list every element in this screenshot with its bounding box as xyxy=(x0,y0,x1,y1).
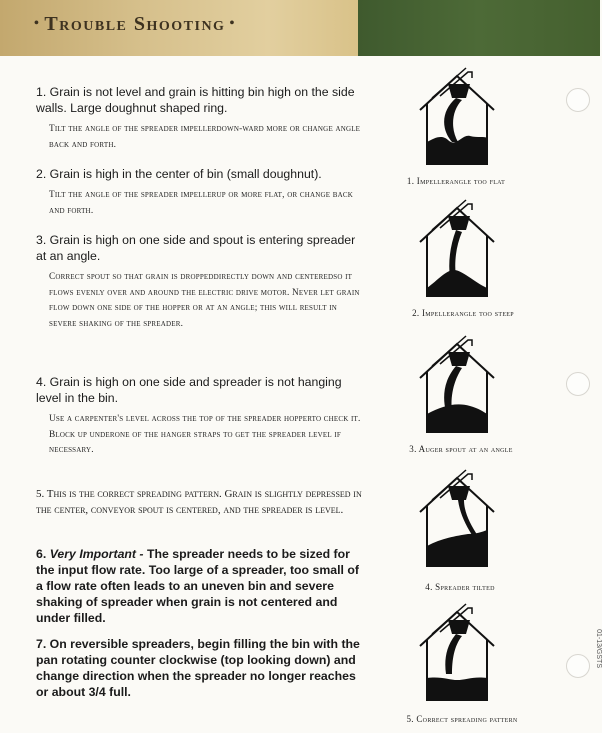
diagram-caption-4: 4. Spreader tilted xyxy=(425,582,495,592)
item-question-text: The spreader needs to be sized for the input flow rate. Too large of a spreader, too small of a flow rate often leads to an uneven bin and severe shaking of spreader when grain is not centered and under filled. xyxy=(36,547,359,625)
bin-diagram-3 xyxy=(412,332,502,436)
punch-hole-bottom xyxy=(566,654,590,678)
item-answer: Tilt the angle of the spreader impellerup or more flat, or change back and forth. xyxy=(49,190,353,216)
diagram-caption-5: 5. Correct spreading pattern xyxy=(406,714,518,724)
item-question: 2. Grain is high in the center of bin (small doughnut). xyxy=(36,167,322,181)
troubleshoot-item-7 xyxy=(36,636,366,700)
bin-diagram-2 xyxy=(412,196,502,300)
punch-hole-top xyxy=(566,88,590,112)
bin-diagram-1 xyxy=(412,64,502,168)
title-bullet-left: • xyxy=(34,16,41,31)
side-document-code: 01-13/GSTS xyxy=(595,629,602,668)
page-title xyxy=(30,13,240,36)
title-bullet-right: • xyxy=(229,16,236,31)
item-question: 5. This is the correct spreading pattern. Grain is slightly depressed in the center, conveyor spout is centered, and the spreader is level. xyxy=(36,488,362,516)
troubleshoot-item-1 xyxy=(36,84,366,153)
grain-stream xyxy=(444,98,462,142)
item-question: 7. On reversible spreaders, begin filling the bin with the pan rotating counter clockwise (top looking down) and change direction when the spreader no longer reaches or about 3/4 full. xyxy=(36,637,360,699)
hopper xyxy=(448,84,470,98)
item-answer: Tilt the angle of the spreader impellerdown-ward more or change angle back and forth. xyxy=(49,124,361,150)
grain-pile xyxy=(427,136,487,164)
item-answer: Correct spout so that grain is droppeddirectly down and centeredso it flows evenly over and around the electric drive motor. Never let grain flow down one side of the hopper or at an angle; this will result in severe shaking of the spreader. xyxy=(49,272,360,329)
item-question: 3. Grain is high on one side and spout is entering spreader at an angle. xyxy=(36,233,356,263)
header-green-band xyxy=(358,0,600,56)
diagram-caption-2: 2. Impellerangle too steep xyxy=(412,308,514,318)
item-number: 6. xyxy=(36,547,47,561)
punch-hole-middle xyxy=(566,372,590,396)
item-answer: Use a carpenter's level across the top of the spreader hopperto check it. Block up underone of the hanger straps to get the spreader level if necessary. xyxy=(49,414,361,455)
title-text: Trouble Shooting xyxy=(44,13,226,35)
diagram-caption-1: 1. Impellerangle too flat xyxy=(406,176,506,186)
item-emphasis: Very Important - xyxy=(49,547,144,561)
troubleshoot-item-2 xyxy=(36,166,366,219)
item-question: 4. Grain is high on one side and spreader is not hanging level in the bin. xyxy=(36,375,342,405)
bin-diagram-5 xyxy=(412,600,502,704)
troubleshoot-item-5 xyxy=(36,486,366,518)
diagram-caption-3: 3. Auger spout at an angle xyxy=(409,444,513,454)
item-question xyxy=(36,546,366,626)
troubleshoot-item-4 xyxy=(36,374,366,459)
page-header xyxy=(0,0,600,56)
troubleshoot-item-3 xyxy=(36,232,366,332)
item-question: 1. Grain is not level and grain is hitting bin high on the side walls. Large doughnut shaped ring. xyxy=(36,85,355,115)
bin-diagram-4 xyxy=(412,466,502,570)
troubleshoot-item-6 xyxy=(36,546,366,626)
